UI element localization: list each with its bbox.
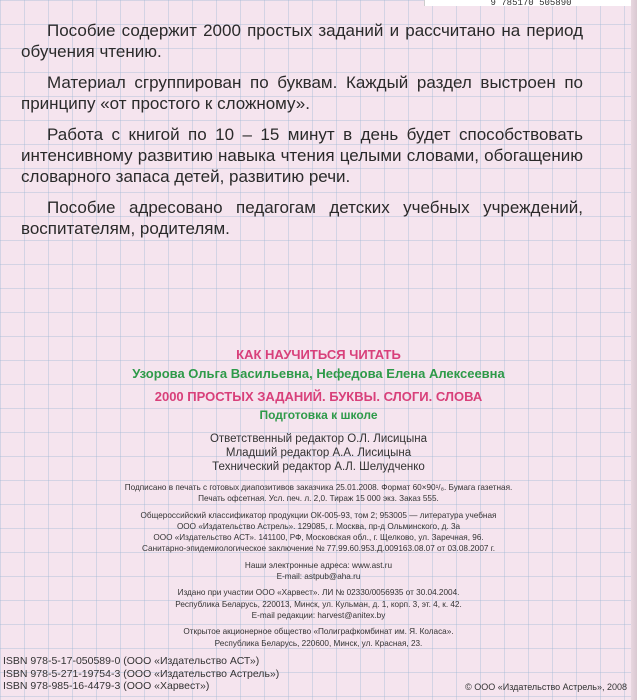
intro-paragraph: Пособие адресовано педагогам детских учебных учреждений, воспитателям, родителям. (21, 198, 583, 238)
editors-list (0, 432, 637, 474)
isbn-line: ISBN 978-985-16-4479-3 (ООО «Харвест») (3, 680, 210, 692)
editor-line: Младший редактор А.А. Лисицына (225, 447, 412, 459)
isbn-line: ISBN 978-5-271-19754-3 (ООО «Издательство Астрель») (3, 667, 280, 680)
details-line: Республика Беларусь, 220600, Минск, ул. Красная, 23. (214, 638, 423, 648)
details-line: Республика Беларусь, 220013, Минск, ул. Кульман, д. 1, корп. 3, эт. 4, к. 42. (175, 599, 462, 609)
isbn-block (3, 655, 279, 693)
intro-paragraph: Пособие содержит 2000 простых заданий и рассчитано на период обучения чтению. (21, 21, 583, 61)
book-title: КАК НАУЧИТЬСЯ ЧИТАТЬ (236, 347, 401, 362)
details-line: Открытое акционерное общество «Полиграфкомбинат им. Я. Коласа». (183, 627, 454, 637)
publication-details (0, 482, 637, 649)
details-line: Издано при участии ООО «Харвест». ЛИ № 02330/0056935 от 30.04.2004. (177, 588, 460, 598)
intro-paragraph: Материал сгруппирован по буквам. Каждый раздел выстроен по принципу «от простого к сложному». (21, 73, 583, 113)
details-line: E-mail редакции: harvest@anitex.by (251, 610, 386, 620)
editor-line: Технический редактор А.Л. Шелудченко (212, 461, 425, 473)
isbn-line: ISBN 978-5-17-050589-0 (ООО «Издательство АСТ») (3, 655, 260, 667)
details-line: ООО «Издательство АСТ». 141100, РФ, Московская обл., г. Щелково, ул. Заречная, 96. (153, 533, 484, 543)
copyright-notice: © ООО «Издательство Астрель», 2008 (465, 682, 627, 692)
book-subtitle: 2000 ПРОСТЫХ ЗАДАНИЙ. БУКВЫ. СЛОГИ. СЛОВА (154, 389, 483, 404)
barcode-number: 9 785170 505890 (424, 0, 637, 6)
details-line: Подписано в печать с готовых диапозитивов заказчика 25.01.2008. Формат 60×90¹/₈. Бумага газетная. (124, 483, 513, 492)
details-line: Общероссийский классификатор продукции ОК-005-93, том 2; 953005 — литература учебная (140, 510, 497, 520)
details-line: E-mail: astpub@aha.ru (276, 572, 361, 582)
details-line: Печать офсетная. Усл. печ. л. 2,0. Тираж 15 000 экз. Заказ 555. (198, 494, 439, 504)
details-line: Санитарно-эпидемиологическое заключение № 77.99.60.953.Д.009163.08.07 от 03.08.2007 г. (142, 544, 495, 554)
intro-text (21, 20, 583, 249)
details-line: Наши электронные адреса: www.ast.ru (244, 560, 393, 570)
editor-line: Ответственный редактор О.Л. Лисицына (209, 433, 428, 445)
book-series: Подготовка к школе (259, 408, 378, 422)
book-authors: Узорова Ольга Васильевна, Нефедова Елена Алексеевна (132, 366, 505, 381)
details-line: ООО «Издательство Астрель». 129085, г. Москва, пр-д Ольминского, д. 3а (176, 521, 461, 531)
intro-paragraph: Работа с книгой по 10 – 15 минут в день будет способствовать интенсивному развитию навыка чтения целыми словами, обогащению словарного запаса детей, развитию речи. (21, 125, 583, 186)
